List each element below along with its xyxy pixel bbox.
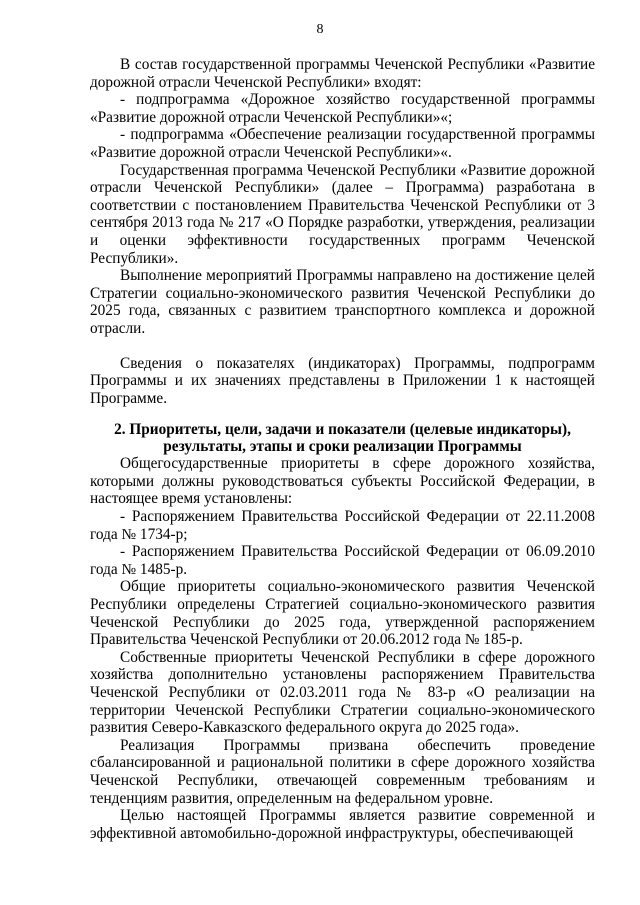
paragraph: Сведения о показателях (индикаторах) Программы, подпрограмм Программы и их значениях представлены в Приложении 1 к настоящей Программе.	[90, 354, 595, 407]
paragraph: - подпрограмма «Обеспечение реализации государственной программы «Развитие дорожной отрасли Чеченской Республики»«.	[90, 126, 595, 161]
paragraph: В состав государственной программы Чеченской Республики «Развитие дорожной отрасли Чеченской Республики» входят:	[90, 56, 595, 91]
section-heading: 2. Приоритеты, цели, задачи и показатели (целевые индикаторы), результаты, этапы и сроки реализации Программы	[114, 421, 571, 455]
paragraph: Общегосударственные приоритеты в сфере дорожного хозяйства, которыми должны руководствоваться субъекты Российской Федерации, в настоящее время установлены:	[90, 455, 595, 508]
paragraph: Реализация Программы призвана обеспечить проведение сбалансированной и рациональной политики в сфере дорожного хозяйства Чеченской Республики, отвечающей современным требованиям и тенденциям развития, определенным на федеральном уровне.	[90, 736, 595, 807]
paragraph: - подпрограмма «Дорожное хозяйство государственной программы «Развитие дорожной отрасли Чеченской Республики»«;	[90, 91, 595, 126]
paragraph: - Распоряжением Правительства Российской Федерации от 22.11.2008 года № 1734-р;	[90, 508, 595, 543]
document-body	[90, 56, 595, 842]
paragraph: Государственная программа Чеченской Республики «Развитие дорожной отрасли Чеченской Республики» (далее – Программа) разработана в соответствии с постановлением Правительства Чеченской Республики от 3 сентября 2013 года № 217 «О Порядке разработки, утверждения, реализации и оценки эффективности государственных программ Чеченской Республики».	[90, 161, 595, 267]
paragraph: Выполнение мероприятий Программы направлено на достижение целей Стратегии социально-экономического развития Чеченской Республики до 2025 года, связанных с развитием транспортного комплекса и дорожной отрасли.	[90, 267, 595, 337]
paragraph: Целью настоящей Программы является развитие современной и эффективной автомобильно-дорожной инфраструктуры, обеспечивающей	[90, 807, 595, 842]
paragraph: Собственные приоритеты Чеченской Республики в сфере дорожного хозяйства дополнительно установлены распоряжением Правительства Чеченской Республики от 02.03.2011 года № 83-р «О реализации на территории Чеченской Республики Стратегии социально-экономического развития Северо-Кавказского федерального округа до 2025 года».	[90, 648, 595, 737]
paragraph: - Распоряжением Правительства Российской Федерации от 06.09.2010 года № 1485-р.	[90, 543, 595, 578]
paragraph: Общие приоритеты социально-экономического развития Чеченской Республики определены Стратегией социально-экономического развития Чеченской Республики до 2025 года, утвержденной распоряжением Правительства Чеченской Республики от 20.06.2012 года № 185-р.	[90, 578, 595, 649]
page-number: 8	[316, 22, 324, 37]
